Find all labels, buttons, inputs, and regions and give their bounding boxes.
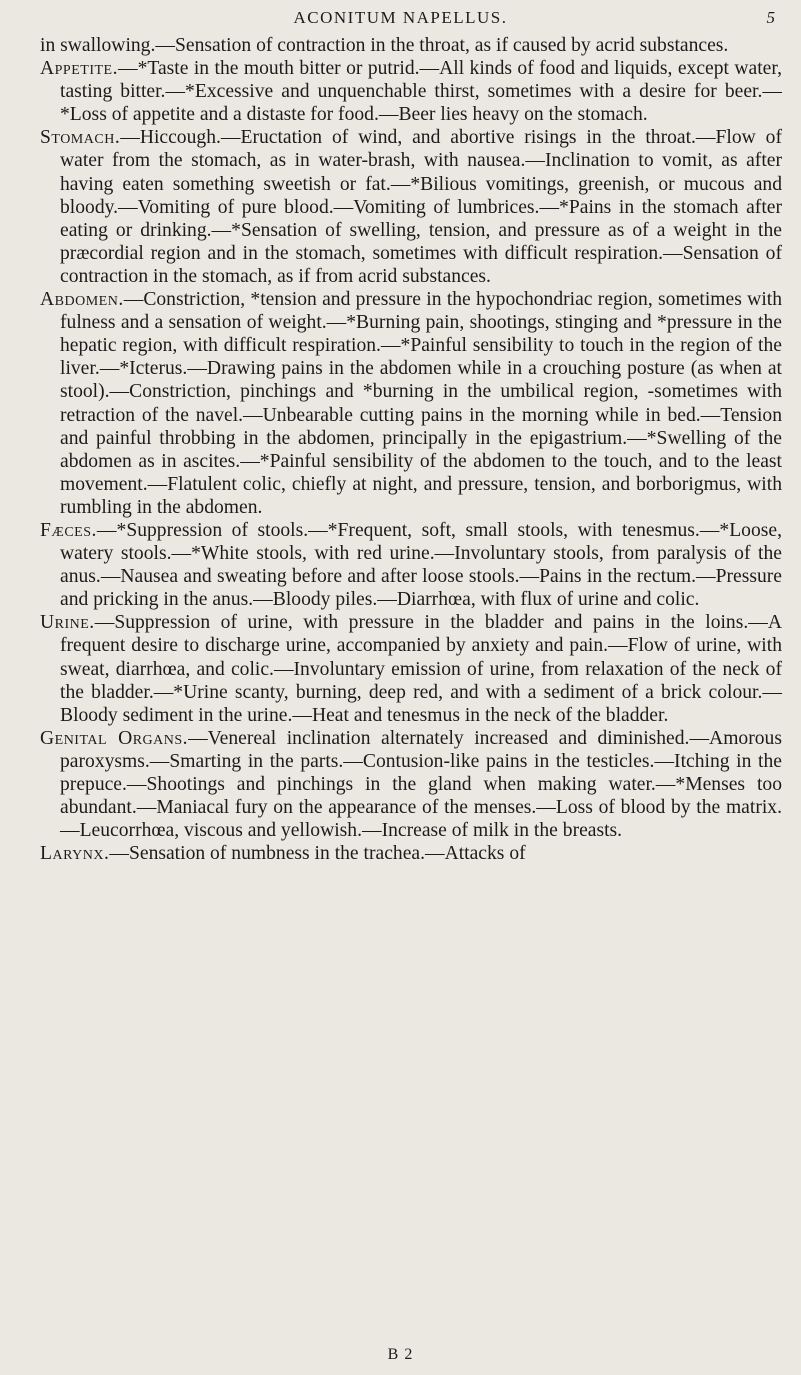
- section-heading: Appetite.: [40, 58, 118, 80]
- paragraph-continuation: [40, 34, 782, 57]
- section-heading: Fæces.: [40, 519, 97, 541]
- paragraph-text: —Hiccough.—Eructation of wind, and abortive risings in the throat.—Flow of water from the stomach, as in water-brash, with nausea.—Inclination to vomit, as after having eaten something sweetish or fat.—*Bilious vomitings, greenish, or mucous and bloody.—Vomiting of pure blood.—Vomiting of lumbrices.—*Pains in the stomach after eating or drinking.—*Sensation of swelling, tension, and pressure as of a weight in the præcordial region and in the stomach, sometimes with difficult respiration.—Sensation of contraction in the stomach, as if from acrid substances.: [60, 127, 782, 287]
- running-head: ACONITUM NAPELLUS.: [293, 8, 508, 27]
- section-heading: Urine.: [40, 612, 95, 634]
- page-header: [0, 8, 801, 32]
- section-appetite: [40, 57, 782, 126]
- signature-mark: B 2: [387, 1346, 414, 1363]
- section-heading: Stomach.: [40, 127, 121, 149]
- paragraph-text: —*Taste in the mouth bitter or putrid.—All kinds of food and liquids, except water, tasting bitter.—*Excessive and unquenchable thirst, sometimes with a desire for beer.—*Loss of appetite and a distaste for food.—Beer lies heavy on the stomach.: [60, 58, 782, 126]
- section-faeces: [40, 519, 782, 611]
- section-stomach: [40, 126, 782, 288]
- section-urine: [40, 611, 782, 726]
- page-number: 5: [766, 8, 775, 27]
- section-heading: Genital Organs.: [40, 727, 189, 749]
- body-text: [40, 34, 782, 865]
- paragraph-text: —Sensation of numbness in the trachea.—Attacks of: [109, 843, 526, 865]
- paragraph-text: in swallowing.—Sensation of contraction in the throat, as if caused by acrid substances.: [40, 35, 729, 56]
- paragraph-text: —Venereal inclination alternately increased and diminished.—Amorous paroxysms.—Smarting in the parts.—Contusion-like pains in the testicles.—Itching in the prepuce.—Shootings and pinchings in the gland when making water.—*Menses too abundant.—Maniacal fury on the appearance of the menses.—Loss of blood by the matrix.—Leucorrhœa, viscous and yellowish.—Increase of milk in the breasts.: [60, 727, 782, 842]
- section-abdomen: [40, 288, 782, 519]
- section-genital-organs: [40, 727, 782, 842]
- section-heading: Larynx.: [40, 843, 110, 865]
- paragraph-text: —*Suppression of stools.—*Frequent, soft, small stools, with tenesmus.—*Loose, watery stools.—*White stools, with red urine.—Involuntary stools, from paralysis of the anus.—Nausea and sweating before and after loose stools.—Pains in the rectum.—Pressure and pricking in the anus.—Bloody piles.—Diarrhœa, with flux of urine and colic.: [60, 519, 782, 611]
- section-larynx: [40, 842, 782, 865]
- paragraph-text: —Suppression of urine, with pressure in the bladder and pains in the loins.—A frequent desire to discharge urine, accompanied by anxiety and pain.—Flow of urine, with sweat, diarrhœa, and colic.—Involuntary emission of urine, from relaxation of the neck of the bladder.—*Urine scanty, burning, deep red, and with a sediment of a brick colour.—Bloody sediment in the urine.—Heat and tenesmus in the neck of the bladder.: [60, 612, 782, 726]
- paragraph-text: —Constriction, *tension and pressure in the hypochondriac region, sometimes with fulness and a sensation of weight.—*Burning pain, shootings, stinging and *pressure in the hepatic region, with difficult respiration.—*Painful sensibility to touch in the region of the liver.—*Icterus.—Drawing pains in the abdomen while in a crouching posture (as when at stool).—Constriction, pinchings and *burning in the umbilical region, -sometimes with retraction of the navel.—Unbearable cutting pains in the morning while in bed.—Tension and painful throbbing in the abdomen, principally in the epigastrium.—*Swelling of the abdomen as in ascites.—*Painful sensibility of the abdomen to the touch, and to the least movement.—Flatulent colic, chiefly at night, and pressure, tension, and borborigmus, with rumbling in the abdomen.: [60, 289, 782, 518]
- section-heading: Abdomen.: [40, 289, 124, 311]
